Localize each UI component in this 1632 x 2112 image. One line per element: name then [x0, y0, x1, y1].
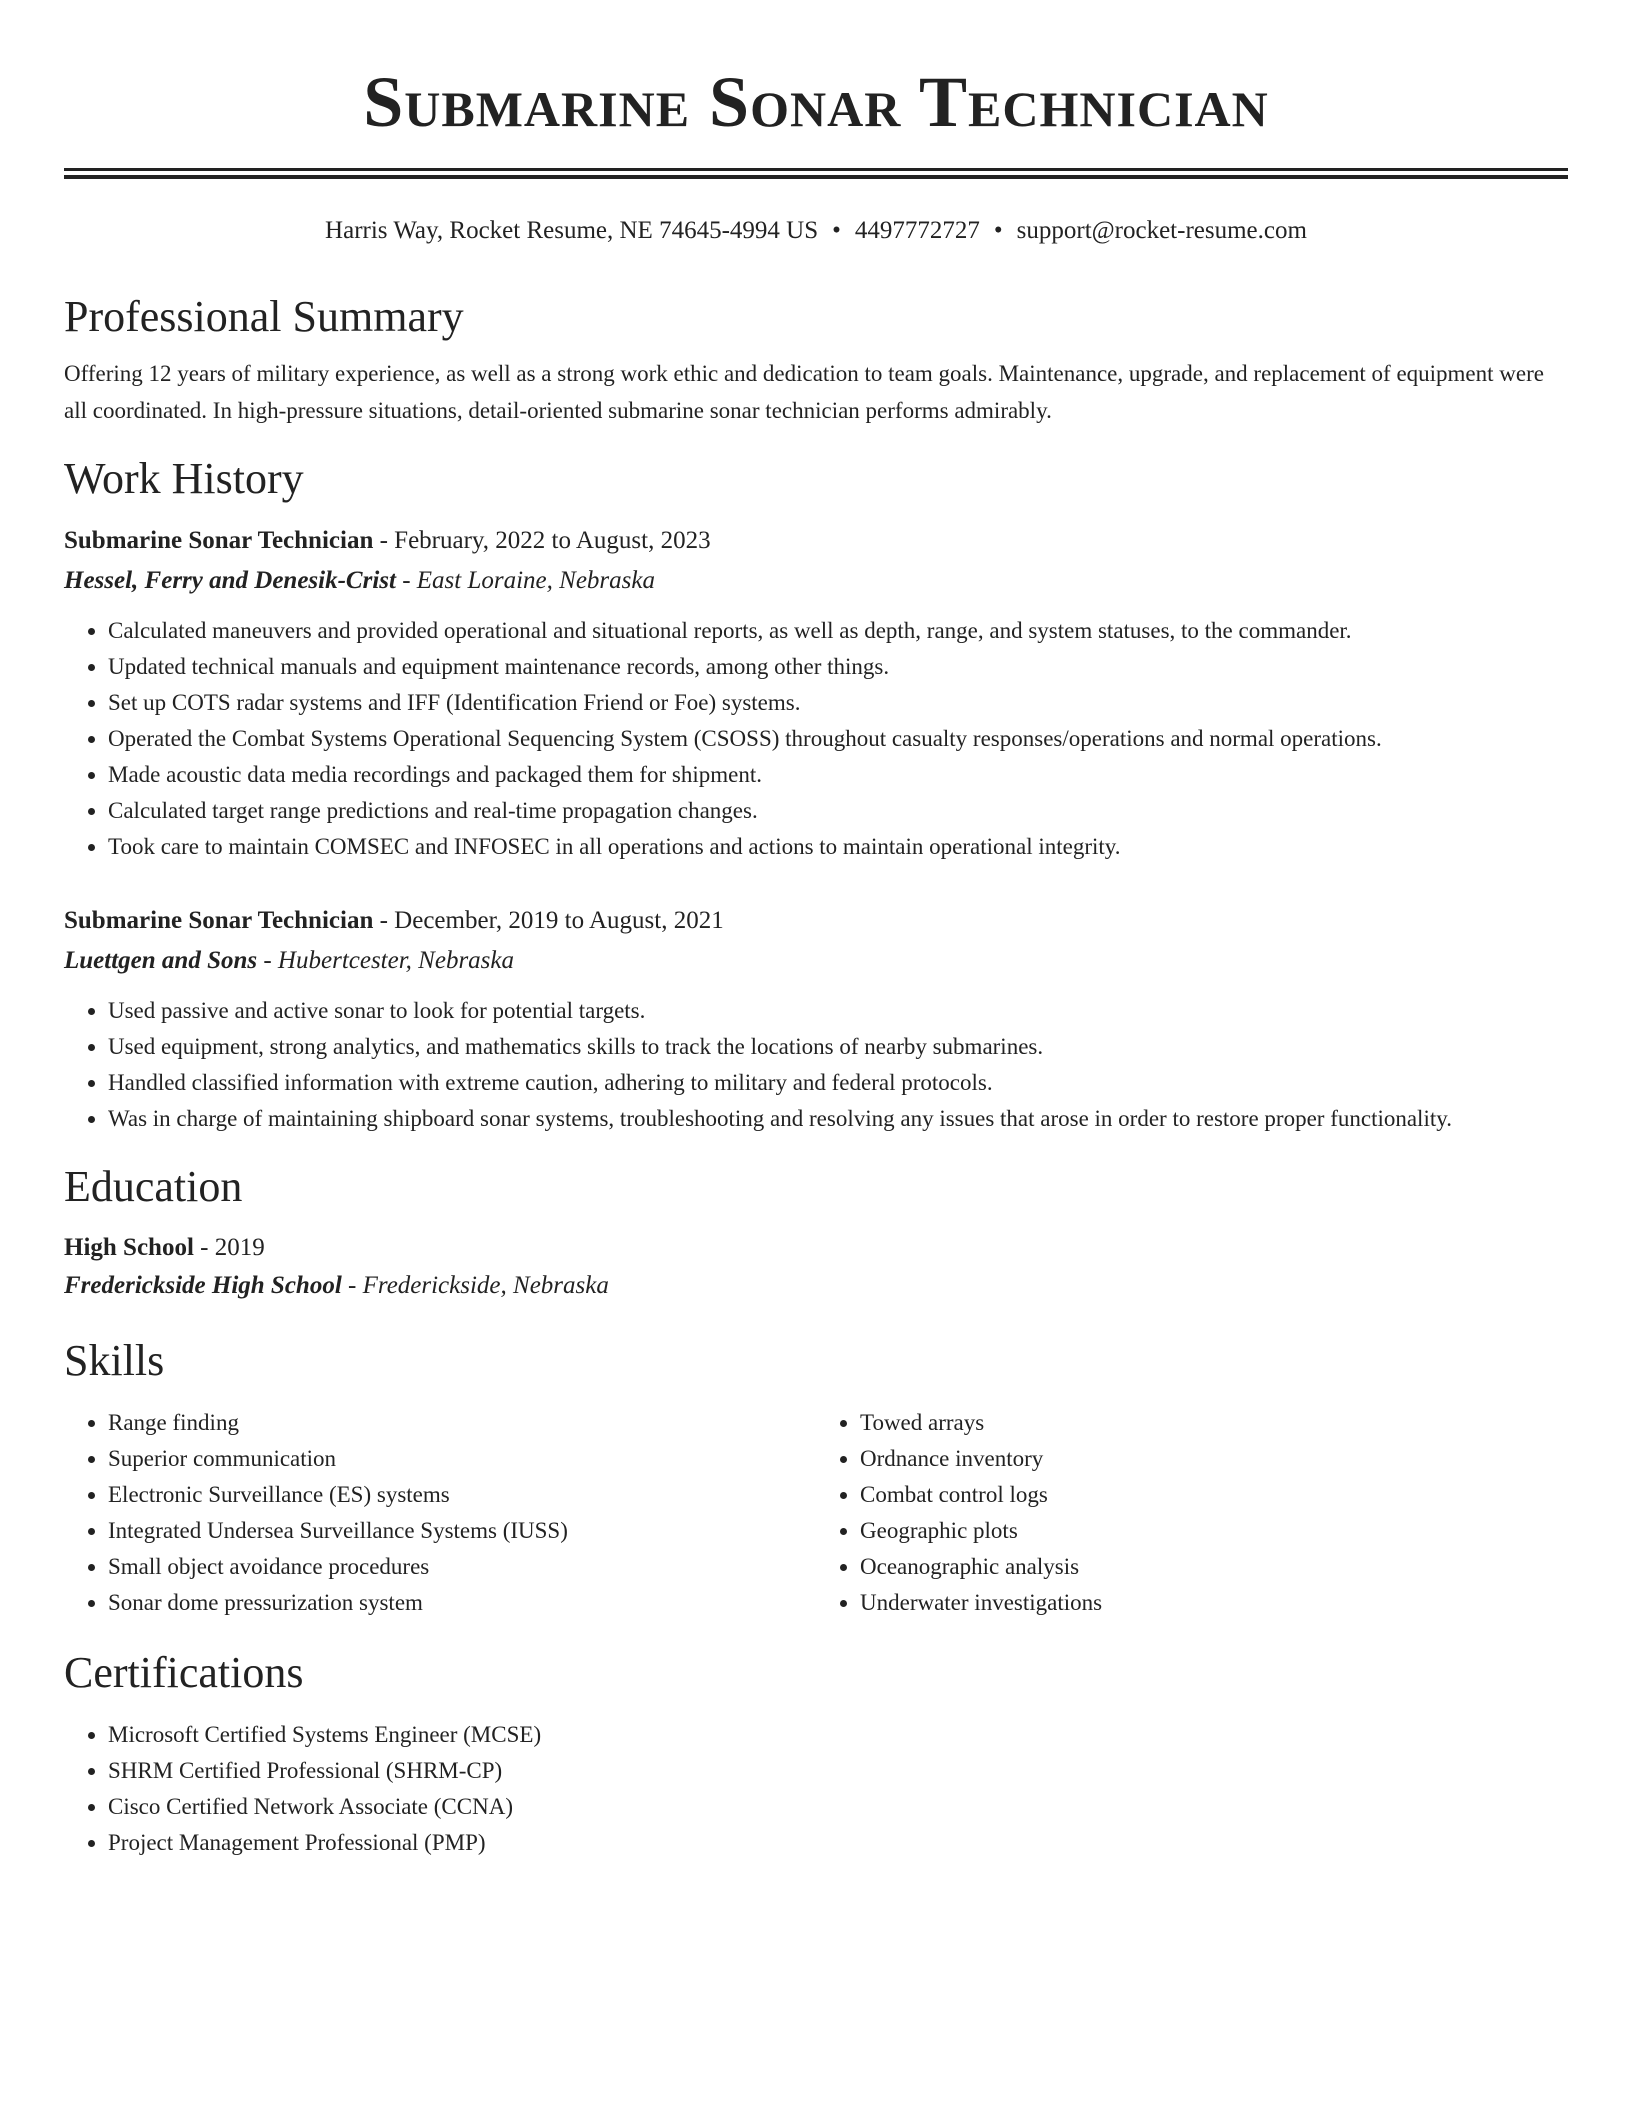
education-degree-line: [64, 1229, 1568, 1267]
job-bullets: [64, 993, 1568, 1137]
list-item: • Sonar dome pressurization system: [108, 1585, 816, 1621]
summary-section: [64, 291, 1568, 429]
list-item: • Ordnance inventory: [860, 1441, 1568, 1477]
list-item: • Integrated Undersea Surveillance Systems (IUSS): [108, 1513, 816, 1549]
contact-line: [64, 215, 1568, 247]
list-item: • Calculated maneuvers and provided operational and situational reports, as well as depth, range, and system statuses, to the commander.: [108, 613, 1568, 649]
job-role: Submarine Sonar Technician: [64, 527, 374, 554]
job-entry: [64, 901, 1568, 1137]
certifications-list: [64, 1717, 1568, 1861]
education-year: - 2019: [193, 1234, 265, 1261]
contact-address: Harris Way, Rocket Resume, NE 74645-4994 US: [325, 217, 819, 244]
list-item: • Made acoustic data media recordings and packaged them for shipment.: [108, 757, 1568, 793]
list-item: • Operated the Combat Systems Operational Sequencing System (CSOSS) throughout casualty responses/operations and normal operations.: [108, 721, 1568, 757]
title-divider: [64, 168, 1568, 179]
job-location: - East Loraine, Nebraska: [395, 567, 655, 594]
list-item: • SHRM Certified Professional (SHRM-CP): [108, 1753, 1568, 1789]
job-dates: - December, 2019 to August, 2021: [373, 907, 724, 934]
list-item: • Combat control logs: [860, 1477, 1568, 1513]
list-item: • Calculated target range predictions and real-time propagation changes.: [108, 793, 1568, 829]
education-school: Frederickside High School: [64, 1272, 342, 1299]
work-history-section: [64, 453, 1568, 1137]
job-title-line: [64, 521, 1568, 561]
contact-phone: 4497772727: [854, 217, 980, 244]
education-section: [64, 1161, 1568, 1305]
skills-column-right: [816, 1405, 1568, 1621]
job-entry: [64, 521, 1568, 865]
contact-separator: •: [993, 217, 1003, 244]
list-item: • Project Management Professional (PMP): [108, 1825, 1568, 1861]
list-item: • Was in charge of maintaining shipboard sonar systems, troubleshooting and resolving any issues that arose in order to restore proper functionality.: [108, 1101, 1568, 1137]
list-item: • Electronic Surveillance (ES) systems: [108, 1477, 816, 1513]
list-item: • Used equipment, strong analytics, and mathematics skills to track the locations of nearby submarines.: [108, 1029, 1568, 1065]
education-heading: Education: [64, 1162, 243, 1211]
skills-column-left: [64, 1405, 816, 1621]
education-degree: High School: [64, 1234, 194, 1261]
certifications-heading: Certifications: [64, 1648, 304, 1697]
list-item: • Took care to maintain COMSEC and INFOSEC in all operations and actions to maintain operational integrity.: [108, 829, 1568, 865]
list-item: • Towed arrays: [860, 1405, 1568, 1441]
contact-separator: •: [832, 217, 841, 244]
skills-heading: Skills: [64, 1336, 165, 1385]
job-company-line: [64, 561, 1568, 601]
work-history-heading: Work History: [64, 454, 304, 503]
list-item: • Geographic plots: [860, 1513, 1568, 1549]
job-bullets: [64, 613, 1568, 865]
skills-section: [64, 1335, 1568, 1621]
job-location: - Hubertcester, Nebraska: [257, 947, 515, 974]
summary-text: Offering 12 years of military experience, as well as a strong work ethic and dedication to team goals. Maintenance, upgrade, and replacement of equipment were all coordinated. In high-pressure situations, detail-oriented submarine sonar technician performs admirably.: [64, 361, 1544, 423]
job-company-line: [64, 941, 1568, 981]
list-item: • Handled classified information with extreme caution, adhering to military and federal protocols.: [108, 1065, 1568, 1101]
list-item: • Oceanographic analysis: [860, 1549, 1568, 1585]
job-role: Submarine Sonar Technician: [64, 907, 374, 934]
job-dates: - February, 2022 to August, 2023: [373, 527, 711, 554]
list-item: • Superior communication: [108, 1441, 816, 1477]
list-item: • Cisco Certified Network Associate (CCNA): [108, 1789, 1568, 1825]
education-school-line: [64, 1267, 1568, 1305]
education-entry: [64, 1229, 1568, 1305]
list-item: • Set up COTS radar systems and IFF (Identification Friend or Foe) systems.: [108, 685, 1568, 721]
education-location: - Frederickside, Nebraska: [341, 1272, 609, 1299]
job-title-line: [64, 901, 1568, 941]
list-item: • Underwater investigations: [860, 1585, 1568, 1621]
resume-title: Submarine Sonar Technician: [363, 62, 1269, 142]
list-item: • Range finding: [108, 1405, 816, 1441]
list-item: • Microsoft Certified Systems Engineer (MCSE): [108, 1717, 1568, 1753]
list-item: • Used passive and active sonar to look for potential targets.: [108, 993, 1568, 1029]
job-company: Hessel, Ferry and Denesik-Crist: [64, 567, 396, 594]
contact-email: support@rocket-resume.com: [1016, 217, 1307, 244]
list-item: • Updated technical manuals and equipment maintenance records, among other things.: [108, 649, 1568, 685]
list-item: • Small object avoidance procedures: [108, 1549, 816, 1585]
summary-heading: Professional Summary: [64, 292, 464, 341]
skills-grid: [64, 1405, 1568, 1621]
certifications-section: [64, 1647, 1568, 1861]
job-company: Luettgen and Sons: [64, 947, 258, 974]
